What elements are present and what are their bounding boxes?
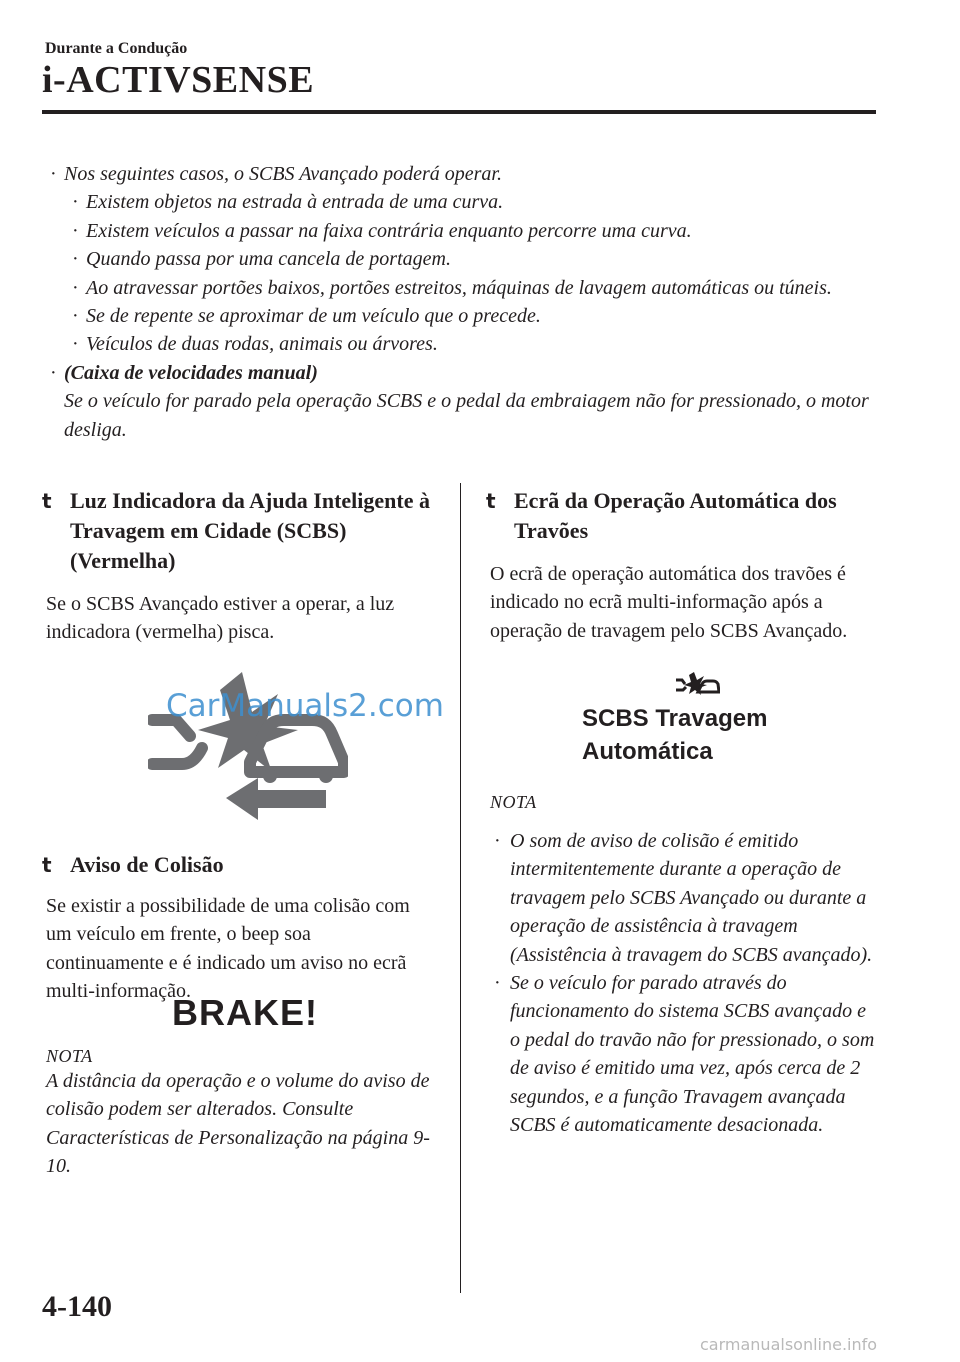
list-item: · Ao atravessar portões baixos, portões estreitos, máquinas de lavagem automáticas ou túneis. bbox=[42, 274, 882, 302]
display-line2: Automática bbox=[582, 738, 713, 765]
list-item: · Se o veículo for parado através do funcionamento do sistema SCBS avançado e o pedal do travão não for pressionado, o som de aviso é emitido uma vez, após cerca de 2 segundos, e a função Travagem avançada SCBS é automaticamente desacionada. bbox=[490, 969, 880, 1139]
bullet-dot-icon: · bbox=[72, 333, 79, 356]
bullet-dot-icon: · bbox=[72, 276, 79, 299]
list-item: · Se de repente se aproximar de um veículo que o precede. bbox=[42, 302, 882, 330]
left-column-lower bbox=[42, 850, 432, 1006]
top-bullet-list bbox=[42, 160, 882, 444]
list-item: · Veículos de duas rodas, animais ou árvores. bbox=[42, 330, 882, 358]
nota-title: NOTA bbox=[490, 792, 537, 812]
display-line1: SCBS Travagem bbox=[582, 705, 768, 732]
section-marker-icon: t bbox=[486, 489, 496, 513]
header-rule bbox=[42, 110, 876, 114]
bullet-dot-icon: · bbox=[50, 163, 57, 185]
section-label: Durante a Condução bbox=[45, 40, 188, 57]
section-marker-icon: t bbox=[42, 489, 52, 513]
bullet-dot-icon: · bbox=[50, 361, 57, 384]
watermark-text: CarManuals2.com bbox=[166, 688, 444, 724]
chapter-title: i-ACTIVSENSE bbox=[42, 59, 315, 101]
column-divider bbox=[460, 483, 461, 1293]
nota-list bbox=[490, 827, 880, 1139]
brake-warning-display: BRAKE! bbox=[172, 992, 318, 1033]
bullet-dot-icon: · bbox=[494, 830, 501, 852]
list-item: · O som de aviso de colisão é emitido intermitentemente durante a operação de travagem pelo SCBS Avançado ou durante a operação de assistência à travagem (Assistência à travagem do SCBS avançado). bbox=[490, 827, 880, 969]
bullet-dot-icon: · bbox=[72, 248, 79, 271]
list-item: · Nos seguintes casos, o SCBS Avançado poderá operar. bbox=[42, 160, 882, 188]
manual-gearbox-text: Se o veículo for parado pela operação SCBS e o pedal da embraiagem não for pressionado, o motor desliga. bbox=[64, 390, 869, 441]
left-nota bbox=[46, 1046, 436, 1181]
nota-title: NOTA bbox=[46, 1046, 93, 1066]
auto-brake-paragraph: O ecrã de operação automática dos travões é indicado no ecrã multi-informação após a operação de travagem pelo SCBS Avançado. bbox=[490, 563, 848, 642]
collision-paragraph: Se existir a possibilidade de uma colisão com um veículo em frente, o beep soa continuamente e é indicado um aviso no ecrã multi-informação. bbox=[46, 895, 410, 1003]
heading-auto-brake-display: t Ecrã da Operação Automática dos Travões bbox=[486, 488, 837, 543]
bullet-dot-icon: · bbox=[494, 972, 501, 995]
list-item: · Existem objetos na estrada à entrada de uma curva. bbox=[42, 188, 882, 216]
list-item: · Quando passa por uma cancela de portagem. bbox=[42, 245, 882, 273]
list-item bbox=[42, 359, 882, 387]
auto-brake-display bbox=[582, 702, 767, 768]
page-number: 4-140 bbox=[42, 1290, 112, 1323]
site-watermark: carmanualsonline.info bbox=[700, 1335, 878, 1354]
left-column bbox=[42, 486, 432, 647]
bullet-dot-icon: · bbox=[72, 305, 79, 328]
bullet-dot-icon: · bbox=[72, 219, 79, 242]
manual-gearbox-title: (Caixa de velocidades manual) bbox=[64, 361, 318, 384]
section-marker-icon: t bbox=[42, 853, 52, 877]
right-column bbox=[486, 486, 876, 645]
scbs-small-icon bbox=[674, 670, 720, 700]
right-nota bbox=[490, 792, 880, 1139]
heading-indicator-light: t Luz Indicadora da Ajuda Inteligente à Travagem em Cidade (SCBS) (Vermelha) bbox=[42, 488, 430, 573]
indicator-paragraph: Se o SCBS Avançado estiver a operar, a luz indicadora (vermelha) pisca. bbox=[46, 593, 395, 644]
list-item: · Existem veículos a passar na faixa contrária enquanto percorre uma curva. bbox=[42, 217, 882, 245]
bullet-dot-icon: · bbox=[72, 191, 79, 214]
heading-collision-warning: t Aviso de Colisão bbox=[42, 850, 432, 880]
nota-text: A distância da operação e o volume do aviso de colisão podem ser alterados. Consulte Características de Personalização na página 9-10. bbox=[46, 1070, 430, 1178]
